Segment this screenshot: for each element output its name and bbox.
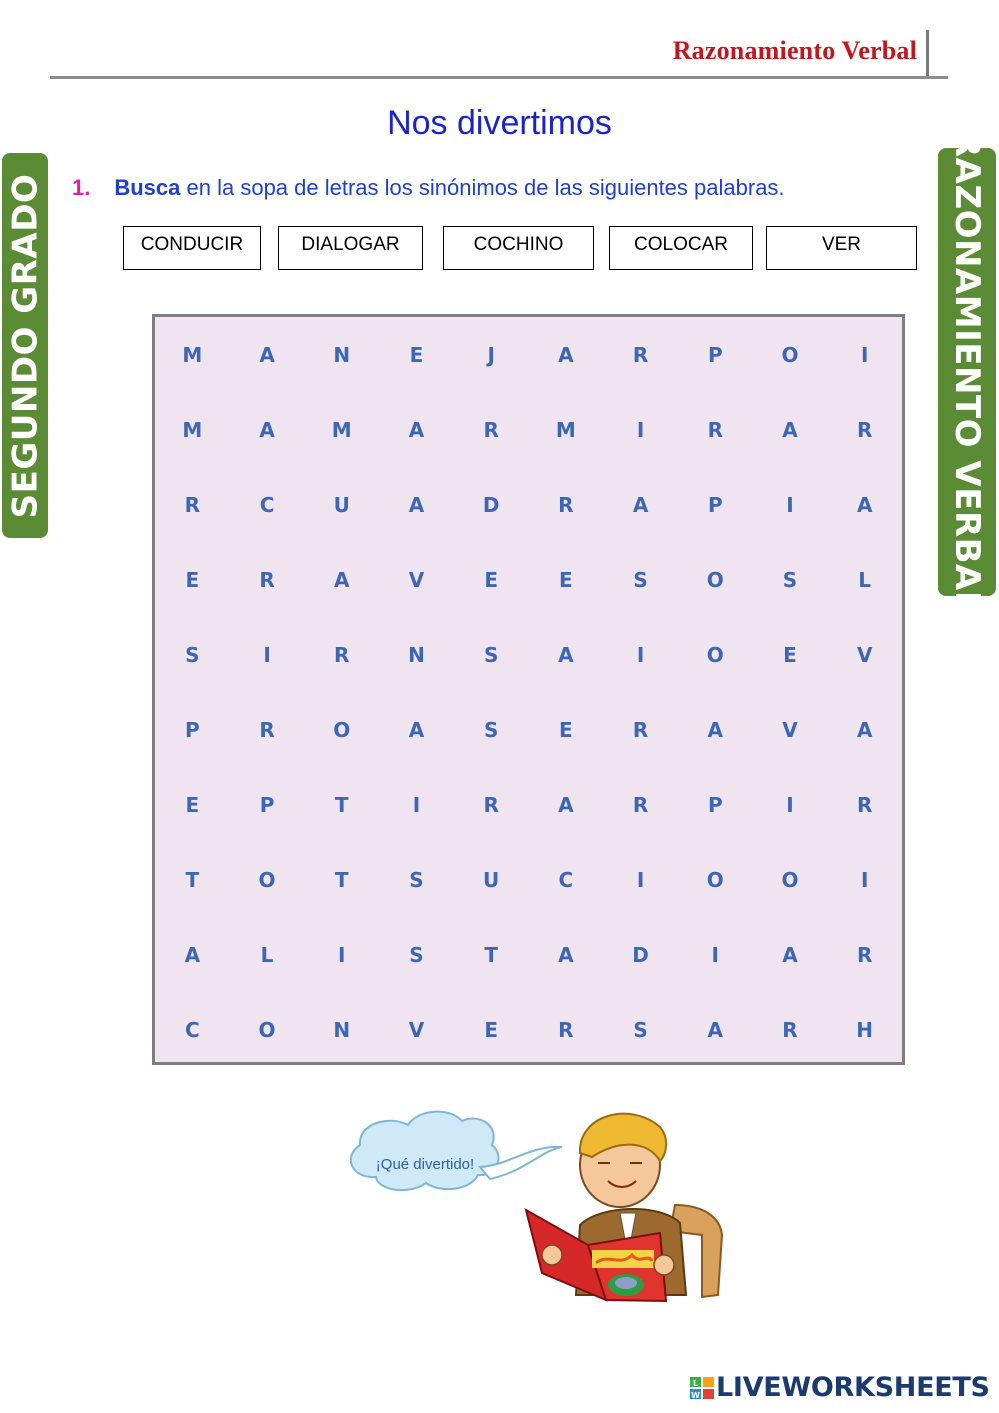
grid-cell[interactable]: R — [856, 792, 873, 817]
grid-cell[interactable]: E — [409, 342, 424, 367]
grid-row — [155, 317, 902, 392]
grid-cell[interactable]: I — [786, 492, 794, 517]
grid-cell[interactable]: A — [558, 642, 574, 667]
grid-cell[interactable]: A — [408, 717, 425, 742]
grid-cell[interactable]: S — [409, 867, 424, 892]
grid-cell[interactable]: P — [707, 342, 723, 367]
liveworksheets-logo — [690, 1372, 990, 1403]
grid-cell[interactable]: S — [633, 567, 648, 592]
grid-cell[interactable]: R — [632, 717, 649, 742]
grid-cell[interactable]: R — [483, 417, 499, 442]
instruction-verb: Busca — [114, 175, 181, 200]
grid-cell[interactable]: T — [334, 792, 349, 817]
grid-cell[interactable]: I — [412, 792, 421, 817]
grid-cell[interactable]: R — [632, 792, 649, 817]
word-search-grid — [152, 314, 905, 1065]
grid-cell[interactable]: A — [558, 792, 574, 817]
instruction-number: 1. — [72, 175, 91, 200]
grid-cell[interactable]: I — [860, 867, 869, 892]
grid-cell[interactable]: T — [334, 867, 349, 892]
grid-cell[interactable]: V — [408, 1017, 425, 1042]
grid-cell[interactable]: A — [558, 942, 574, 967]
grid-cell[interactable]: M — [182, 417, 203, 442]
grid-cell[interactable]: A — [259, 342, 275, 367]
grid-cell[interactable]: I — [786, 792, 794, 817]
grid-row — [155, 917, 902, 992]
grid-cell[interactable]: R — [558, 492, 574, 517]
grid-cell[interactable]: A — [558, 342, 574, 367]
side-tab-subject — [938, 130, 996, 614]
grid-cell[interactable]: S — [633, 1017, 648, 1042]
grid-cell[interactable]: N — [333, 1017, 351, 1042]
grid-cell[interactable]: O — [258, 1017, 276, 1042]
grid-cell[interactable]: R — [632, 342, 649, 367]
grid-cell[interactable]: E — [559, 567, 573, 592]
grid-cell[interactable]: A — [184, 942, 201, 967]
grid-cell[interactable]: E — [783, 642, 797, 667]
side-tab-grade-label: SEGUNDO GRADO — [5, 173, 45, 518]
side-tab-grade — [2, 153, 48, 538]
grid-cell[interactable]: O — [706, 642, 724, 667]
grid-cell[interactable]: I — [636, 867, 645, 892]
grid-row — [155, 542, 902, 617]
word-box-2: DIALOGAR — [278, 226, 423, 270]
grid-cell[interactable]: A — [408, 417, 425, 442]
grid-row — [155, 617, 902, 692]
grid-cell[interactable]: T — [484, 942, 498, 967]
word-box-1: CONDUCIR — [123, 226, 261, 270]
grid-cell[interactable]: E — [559, 717, 573, 742]
liveworksheets-icon — [690, 1375, 716, 1401]
grid-cell[interactable]: M — [331, 417, 352, 442]
grid-cell[interactable]: V — [856, 642, 873, 667]
grid-cell[interactable]: D — [632, 942, 649, 967]
grid-cell[interactable]: A — [259, 417, 275, 442]
grid-cell[interactable]: N — [333, 342, 351, 367]
grid-cell[interactable]: E — [484, 567, 498, 592]
grid-cell[interactable]: M — [555, 417, 576, 442]
grid-row — [155, 467, 902, 542]
grid-cell[interactable]: R — [558, 1017, 574, 1042]
grid-cell[interactable]: O — [706, 867, 724, 892]
logo-letter-l: L — [692, 1378, 699, 1388]
grid-cell[interactable]: A — [707, 717, 724, 742]
grid-cell[interactable]: U — [333, 492, 350, 517]
grid-cell[interactable]: O — [781, 867, 799, 892]
grid-cell[interactable]: P — [707, 792, 723, 817]
grid-row — [155, 842, 902, 917]
grid-cell[interactable]: V — [408, 567, 425, 592]
grid-cell[interactable]: R — [856, 942, 873, 967]
grid-cell[interactable]: I — [636, 642, 645, 667]
grid-cell[interactable]: R — [782, 1017, 798, 1042]
header-title: Razonamiento Verbal — [672, 36, 917, 65]
grid-cell[interactable]: L — [260, 942, 274, 967]
grid-cell[interactable]: O — [706, 567, 724, 592]
grid-cell[interactable]: S — [782, 567, 798, 592]
grid-cell[interactable]: O — [781, 342, 799, 367]
grid-cell[interactable]: A — [408, 492, 425, 517]
grid-cell[interactable]: O — [258, 867, 276, 892]
grid-cell[interactable]: S — [483, 717, 499, 742]
grid-cell[interactable]: U — [483, 867, 500, 892]
grid-cell[interactable]: O — [333, 717, 351, 742]
boy-reading-illustration — [330, 1105, 730, 1315]
grid-cell[interactable]: P — [185, 717, 200, 742]
grid-cell[interactable]: R — [483, 792, 499, 817]
grid-cell[interactable]: A — [632, 492, 649, 517]
grid-cell[interactable]: R — [707, 417, 723, 442]
grid-cell[interactable]: S — [185, 642, 200, 667]
grid-cell[interactable]: D — [482, 492, 500, 517]
grid-cell[interactable]: V — [782, 717, 798, 742]
grid-cell[interactable]: A — [334, 567, 350, 592]
logo-text: LIVEWORKSHEETS — [716, 1372, 990, 1403]
grid-cell[interactable]: N — [408, 642, 425, 667]
grid-cell[interactable]: A — [782, 942, 798, 967]
grid-row — [155, 767, 902, 842]
grid-cell[interactable]: A — [856, 717, 873, 742]
grid-cell[interactable]: R — [334, 642, 350, 667]
grid-cell[interactable]: I — [711, 942, 719, 967]
speech-bubble — [351, 1112, 562, 1190]
word-box-3: COCHINO — [443, 226, 594, 270]
header-rule — [50, 76, 948, 79]
instruction — [72, 175, 785, 201]
grid-cell[interactable]: E — [185, 792, 200, 817]
grid-cell[interactable]: I — [636, 417, 645, 442]
grid-cell[interactable]: A — [782, 417, 798, 442]
grid-cell[interactable]: A — [707, 1017, 724, 1042]
grid-row — [155, 392, 902, 467]
grid-cell[interactable]: M — [182, 342, 203, 367]
grid-cell[interactable]: R — [259, 567, 275, 592]
word-box-4: COLOCAR — [609, 226, 753, 270]
grid-cell[interactable]: R — [259, 717, 275, 742]
grid-cell[interactable]: L — [858, 567, 872, 592]
grid-cell[interactable]: P — [259, 792, 275, 817]
grid-cell[interactable]: S — [409, 942, 424, 967]
grid-cell[interactable]: J — [487, 342, 495, 367]
side-tab-subject-label: RAZONAMIENTO VERBAL — [947, 130, 987, 614]
grid-cell[interactable]: E — [484, 1017, 498, 1042]
grid-cell[interactable]: I — [860, 342, 869, 367]
grid-row — [155, 992, 902, 1067]
header-divider — [926, 30, 929, 76]
grid-cell[interactable]: S — [483, 642, 499, 667]
grid-cell[interactable]: H — [856, 1017, 874, 1042]
logo-letter-w: W — [691, 1390, 700, 1400]
grid-row — [155, 692, 902, 767]
grid-cell[interactable]: T — [185, 867, 200, 892]
grid-cell[interactable]: A — [856, 492, 873, 517]
grid-cell[interactable]: C — [185, 1017, 200, 1042]
grid-cell[interactable]: C — [558, 867, 574, 892]
word-box-5: VER — [766, 226, 917, 270]
grid-cell[interactable]: C — [259, 492, 275, 517]
page-title: Nos divertimos — [387, 104, 612, 142]
instruction-text: en la sopa de letras los sinónimos de las siguientes palabras. — [180, 175, 785, 200]
grid-cell[interactable]: E — [185, 567, 200, 592]
grid-cell[interactable]: R — [184, 492, 201, 517]
grid-cell[interactable]: I — [338, 942, 346, 967]
grid-cell[interactable]: R — [856, 417, 873, 442]
grid-cell[interactable]: P — [707, 492, 723, 517]
grid-cell[interactable]: I — [263, 642, 271, 667]
speech-text: ¡Qué divertido! — [375, 1156, 475, 1173]
